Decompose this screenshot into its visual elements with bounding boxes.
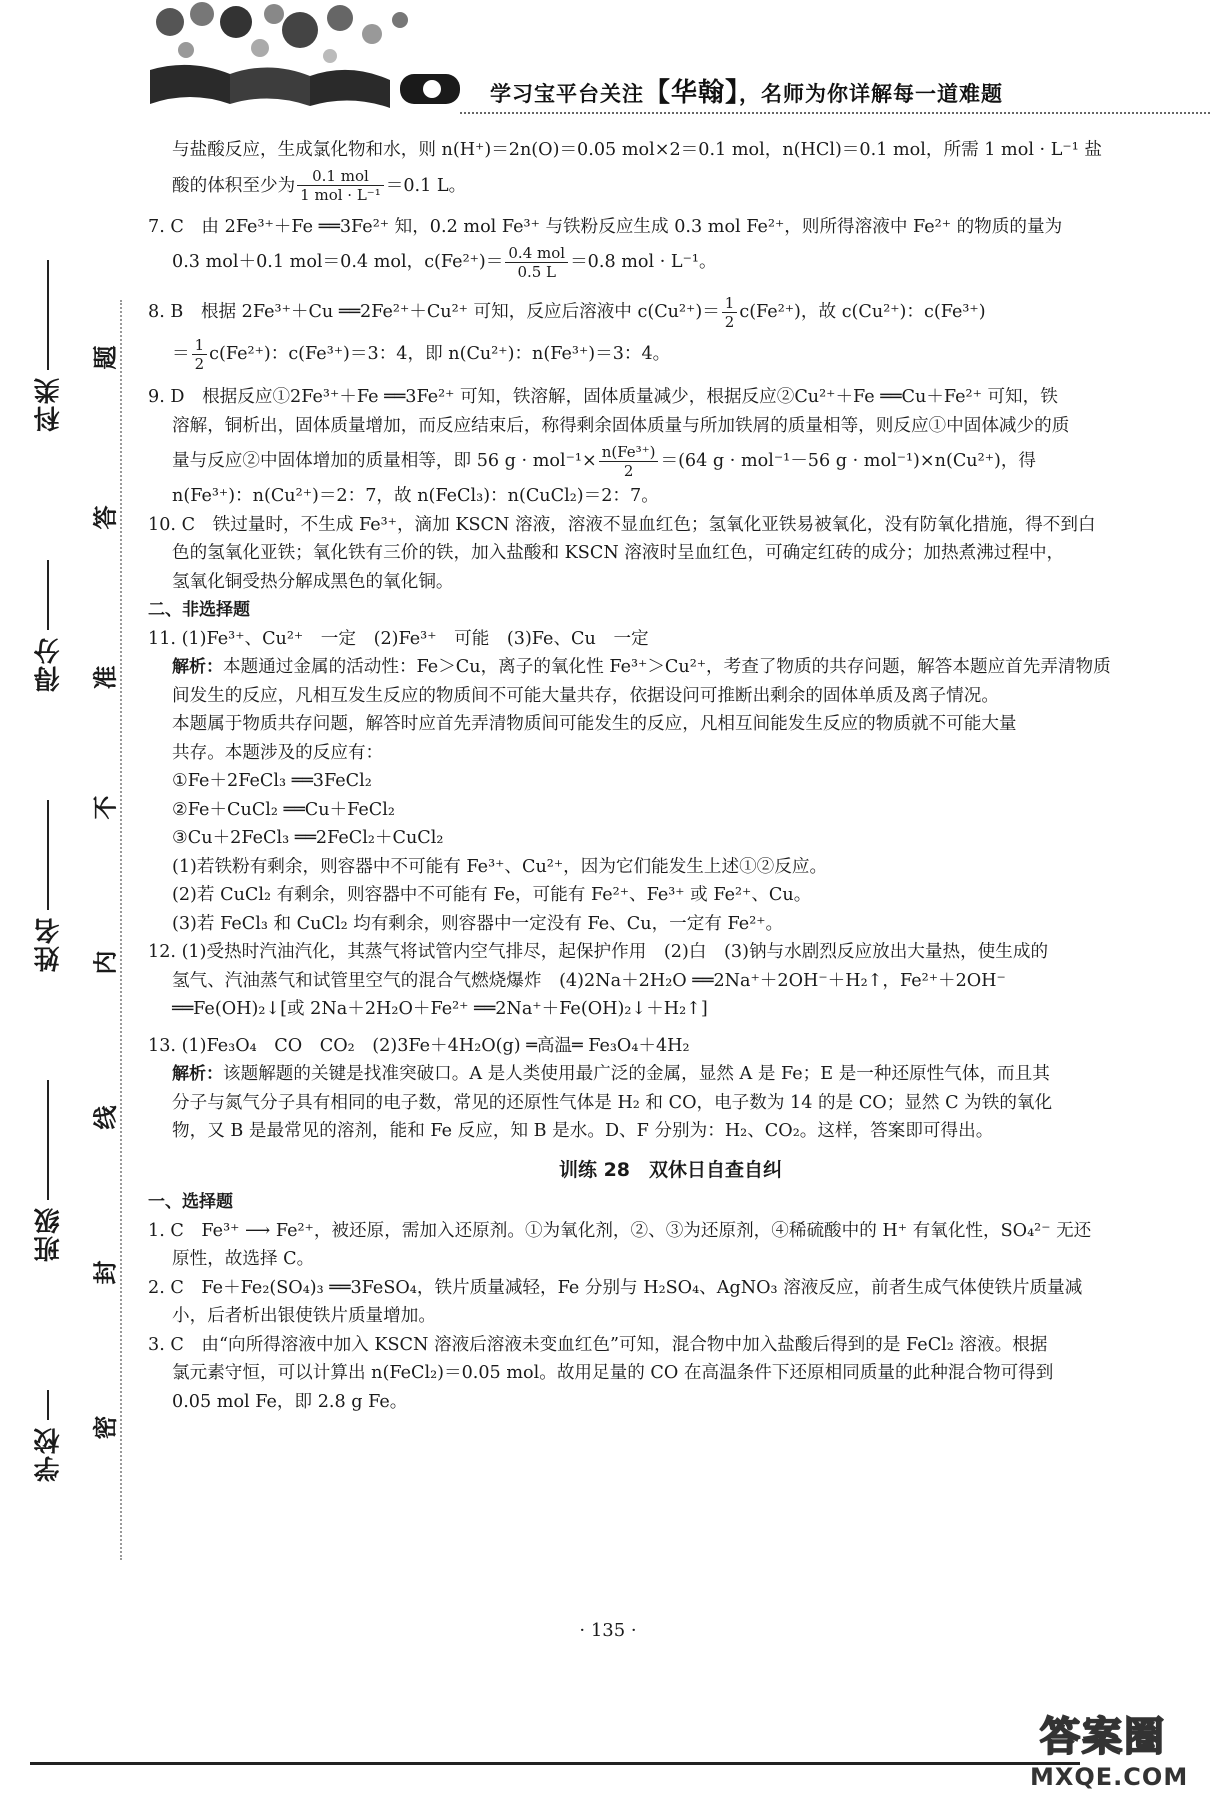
seal-line-text bbox=[86, 330, 120, 1560]
footer-rule bbox=[30, 1762, 1080, 1765]
field-school bbox=[18, 1390, 78, 1482]
fraction: $\frac{\text{n(Fe³⁺)}}{2}$ bbox=[599, 443, 659, 480]
answer-7-formula: 0.3 mol＋0.1 mol＝0.4 mol，c(Fe²⁺)＝ $\frac{\text{0.4 mol}}{0.5 L}$ ＝0.8 mol · L⁻¹。 bbox=[172, 243, 717, 281]
answer-11-analysis-line2: 间发生的反应，凡相互发生反应的物质间不可能大量共存，依据设问可推断出剩余的固体单质及离子情况。 bbox=[172, 685, 999, 706]
seal-dotted-line bbox=[120, 300, 122, 1560]
field-name bbox=[18, 800, 78, 972]
binding-margin-fields bbox=[18, 260, 78, 1540]
answer-8-formula: ＝ $\frac{1}{2}$ c(Fe²⁺)：c(Fe³⁺)＝3：4，即 n(Cu²⁺)：n(Fe³⁺)＝3：4。 bbox=[172, 335, 671, 373]
label-score: 得分 bbox=[33, 636, 64, 692]
answer-10-line2: 色的氢氧化亚铁；氧化铁有三价的铁，加入盐酸和 KSCN 溶液时呈血红色，可确定红砖的成分；加热煮沸过程中， bbox=[172, 543, 1065, 563]
label-name: 姓名 bbox=[33, 916, 64, 972]
answer-10-line3: 氢氧化铜受热分解成黑色的氧化铜。 bbox=[172, 571, 454, 592]
answer-12: 12. (1)受热时汽油汽化，其蒸气将试管内空气排尽，起保护作用 (2)白 (3)钠与水剧烈反应放出大量热，使生成的 bbox=[148, 942, 1049, 962]
fraction: $\frac{\text{0.1 mol}}{\text{1 mol · L⁻¹}}$ bbox=[297, 167, 384, 204]
seal-char: 答 bbox=[91, 505, 120, 530]
watermark-bottom-text: MXQE.COM bbox=[1030, 1763, 1189, 1791]
answer-13: 13. (1)Fe₃O₄ CO CO₂ (2)3Fe＋4H₂O(g) ═高温═ Fe₃O₄＋4H₂ bbox=[148, 1035, 690, 1056]
question-3: 3. C 由“向所得溶液中加入 KSCN 溶液后溶液未变血红色”可知，混合物中加入盐酸后得到的是 FeCl₂ 溶液。根据 bbox=[148, 1334, 1048, 1355]
answer-13-analysis: 解析：该题解题的关键是找准突破口。A 是人类使用最广泛的金属，显然 A 是 Fe；E 是一种还原性气体，而且其 bbox=[172, 1064, 1050, 1084]
section-heading-choice: 一、选择题 bbox=[148, 1192, 233, 1212]
field-score bbox=[18, 560, 78, 692]
seal-char: 密 bbox=[91, 1415, 120, 1440]
header-brand: 【华翰】 bbox=[644, 78, 740, 108]
watermark-logo bbox=[1030, 1705, 1210, 1795]
seal-char: 不 bbox=[91, 795, 120, 820]
fraction: $\frac{1}{2}$ bbox=[192, 336, 208, 373]
page-number: · 135 · bbox=[579, 1620, 637, 1641]
header-banner-art bbox=[150, 0, 480, 118]
answer-11-sub1: (1)若铁粉有剩余，则容器中不可能有 Fe³⁺、Cu²⁺，因为它们能发生上述①②反应。 bbox=[172, 856, 828, 877]
answer-11-sub2: (2)若 CuCl₂ 有剩余，则容器中不可能有 Fe，可能有 Fe²⁺、Fe³⁺ 或 Fe²⁺、Cu。 bbox=[172, 885, 812, 905]
seal-char: 内 bbox=[91, 950, 120, 975]
answer-9-line2: 溶解，铜析出，固体质量增加，而反应结束后，称得剩余固体质量与所加铁屑的质量相等，则反应①中固体减少的质 bbox=[172, 415, 1070, 436]
answer-7: 7. C 由 2Fe³⁺＋Fe ══3Fe²⁺ 知，0.2 mol Fe³⁺ 与铁粉反应生成 0.3 mol Fe²⁺，则所得溶液中 Fe²⁺ 的物质的量为 bbox=[148, 216, 1063, 237]
answer-9: 9. D 根据反应①2Fe³⁺＋Fe ══3Fe²⁺ 可知，铁溶解，固体质量减少，根据反应②Cu²⁺＋Fe ══Cu＋Fe²⁺ 可知，铁 bbox=[148, 387, 1058, 407]
answer-10: 10. C 铁过量时，不生成 Fe³⁺，滴加 KSCN 溶液，溶液不显血红色；氢氧化亚铁易被氧化，没有防氧化措施，得不到白 bbox=[148, 514, 1096, 535]
seal-char: 题 bbox=[91, 345, 120, 370]
answer-11-analysis: 解析：本题通过金属的活动性：Fe＞Cu，离子的氧化性 Fe³⁺＞Cu²⁺，考查了物质的共存问题，解答本题应首先弄清物质 bbox=[172, 657, 1111, 677]
answer-13-analysis-line2: 分子与氮气分子具有相同的电子数，常见的还原性气体是 H₂ 和 CO，电子数为 14 的是 CO；显然 C 为铁的氧化 bbox=[172, 1092, 1053, 1113]
answer-11: 11. (1)Fe³⁺、Cu²⁺ 一定 (2)Fe³⁺ 可能 (3)Fe、Cu 一定 bbox=[148, 628, 649, 649]
answer-8: 8. B 根据 2Fe³⁺＋Cu ══2Fe²⁺＋Cu²⁺ 可知，反应后溶液中 c(Cu²⁺)＝ $\frac{1}{2}$ c(Fe²⁺)，故 c(Cu²⁺)：c(Fe³⁺) bbox=[148, 293, 986, 331]
section-heading-nonchoice: 二、非选择题 bbox=[148, 600, 250, 620]
label-subject: 科类 bbox=[33, 376, 64, 432]
answer-content bbox=[148, 136, 1193, 1416]
fraction: $\frac{\text{0.4 mol}}{0.5 L}$ bbox=[505, 244, 568, 281]
header-rule bbox=[460, 112, 1210, 114]
answer-12-line3: ══Fe(OH)₂↓[或 2Na＋2H₂O＋Fe²⁺ ══2Na⁺＋Fe(OH)₂↓＋H₂↑] bbox=[172, 999, 708, 1019]
question-2-line2: 小，后者析出银使铁片质量增加。 bbox=[172, 1306, 436, 1326]
reaction-2: ②Fe＋CuCl₂ ══Cu＋FeCl₂ bbox=[172, 799, 395, 820]
reaction-3: ③Cu＋2FeCl₃ ══2FeCl₂＋CuCl₂ bbox=[172, 828, 444, 848]
label-school: 学校 bbox=[33, 1426, 64, 1482]
field-subject bbox=[18, 260, 78, 432]
field-class bbox=[18, 1080, 78, 1262]
seal-char: 准 bbox=[91, 665, 120, 690]
answer-11-analysis-line3: 本题属于物质共存问题，解答时应首先弄清物质间可能发生的反应，凡相互间能发生反应的物质就不可能大量 bbox=[172, 714, 1017, 734]
reaction-1: ①Fe＋2FeCl₃ ══3FeCl₂ bbox=[172, 771, 372, 791]
answer-11-analysis-line4: 共存。本题涉及的反应有： bbox=[172, 742, 384, 763]
label-class: 班级 bbox=[33, 1206, 64, 1262]
answer-6-formula: 酸的体积至少为 $\frac{\text{0.1 mol}}{\text{1 mol · L⁻¹}}$ ＝0.1 L。 bbox=[172, 167, 467, 204]
answer-9-formula: 量与反应②中固体增加的质量相等，即 56 g · mol⁻¹× $\frac{\text{n(Fe³⁺)}}{2}$ ＝(64 g · mol⁻¹－56 g · mol⁻¹)×n(Cu²⁺)，得 bbox=[172, 442, 1037, 480]
question-3-line2: 氯元素守恒，可以计算出 n(FeCl₂)＝0.05 mol。故用足量的 CO 在高温条件下还原相同质量的此种混合物可得到 bbox=[172, 1363, 1054, 1383]
answer-6-continued: 与盐酸反应，生成氯化物和水，则 n(H⁺)＝2n(O)＝0.05 mol×2＝0.1 mol，n(HCl)＝0.1 mol，所需 1 mol · L⁻¹ 盐 bbox=[172, 140, 1102, 160]
fraction: $\frac{1}{2}$ bbox=[722, 294, 738, 331]
question-1-line2: 原性，故选择 C。 bbox=[172, 1249, 315, 1269]
answer-12-line2: 氢气、汽油蒸气和试管里空气的混合气燃烧爆炸 (4)2Na＋2H₂O ══2Na⁺＋2OH⁻＋H₂↑，Fe²⁺＋2OH⁻ bbox=[172, 970, 1006, 991]
answer-9-line4: n(Fe³⁺)：n(Cu²⁺)＝2：7，故 n(FeCl₃)：n(CuCl₂)＝2：7。 bbox=[172, 486, 659, 506]
answer-11-sub3: (3)若 FeCl₃ 和 CuCl₂ 均有剩余，则容器中一定没有 Fe、Cu，一定有 Fe²⁺。 bbox=[172, 913, 784, 934]
question-1: 1. C Fe³⁺ ⟶ Fe²⁺，被还原，需加入还原剂。①为氧化剂，②、③为还原剂，④稀硫酸中的 H⁺ 有氧化性，SO₄²⁻ 无还 bbox=[148, 1220, 1092, 1241]
training-title: 训练 28 双休日自查自纠 bbox=[558, 1158, 783, 1181]
question-3-line3: 0.05 mol Fe，即 2.8 g Fe。 bbox=[172, 1391, 408, 1412]
question-2: 2. C Fe＋Fe₂(SO₄)₃ ══3FeSO₄，铁片质量减轻，Fe 分别与 H₂SO₄、AgNO₃ 溶液反应，前者生成气体使铁片质量减 bbox=[148, 1277, 1083, 1298]
answer-13-analysis-line3: 物，又 B 是最常见的溶剂，能和 Fe 反应，知 B 是水。D、F 分别为：H₂、CO₂。这样，答案即可得出。 bbox=[172, 1121, 994, 1141]
seal-char: 线 bbox=[91, 1105, 120, 1130]
watermark-top-text: 答案圈 bbox=[1040, 1714, 1166, 1760]
header-slogan: 学习宝平台关注【华翰】，名师为你详解每一道难题 bbox=[490, 78, 1004, 108]
seal-char: 封 bbox=[91, 1260, 120, 1285]
